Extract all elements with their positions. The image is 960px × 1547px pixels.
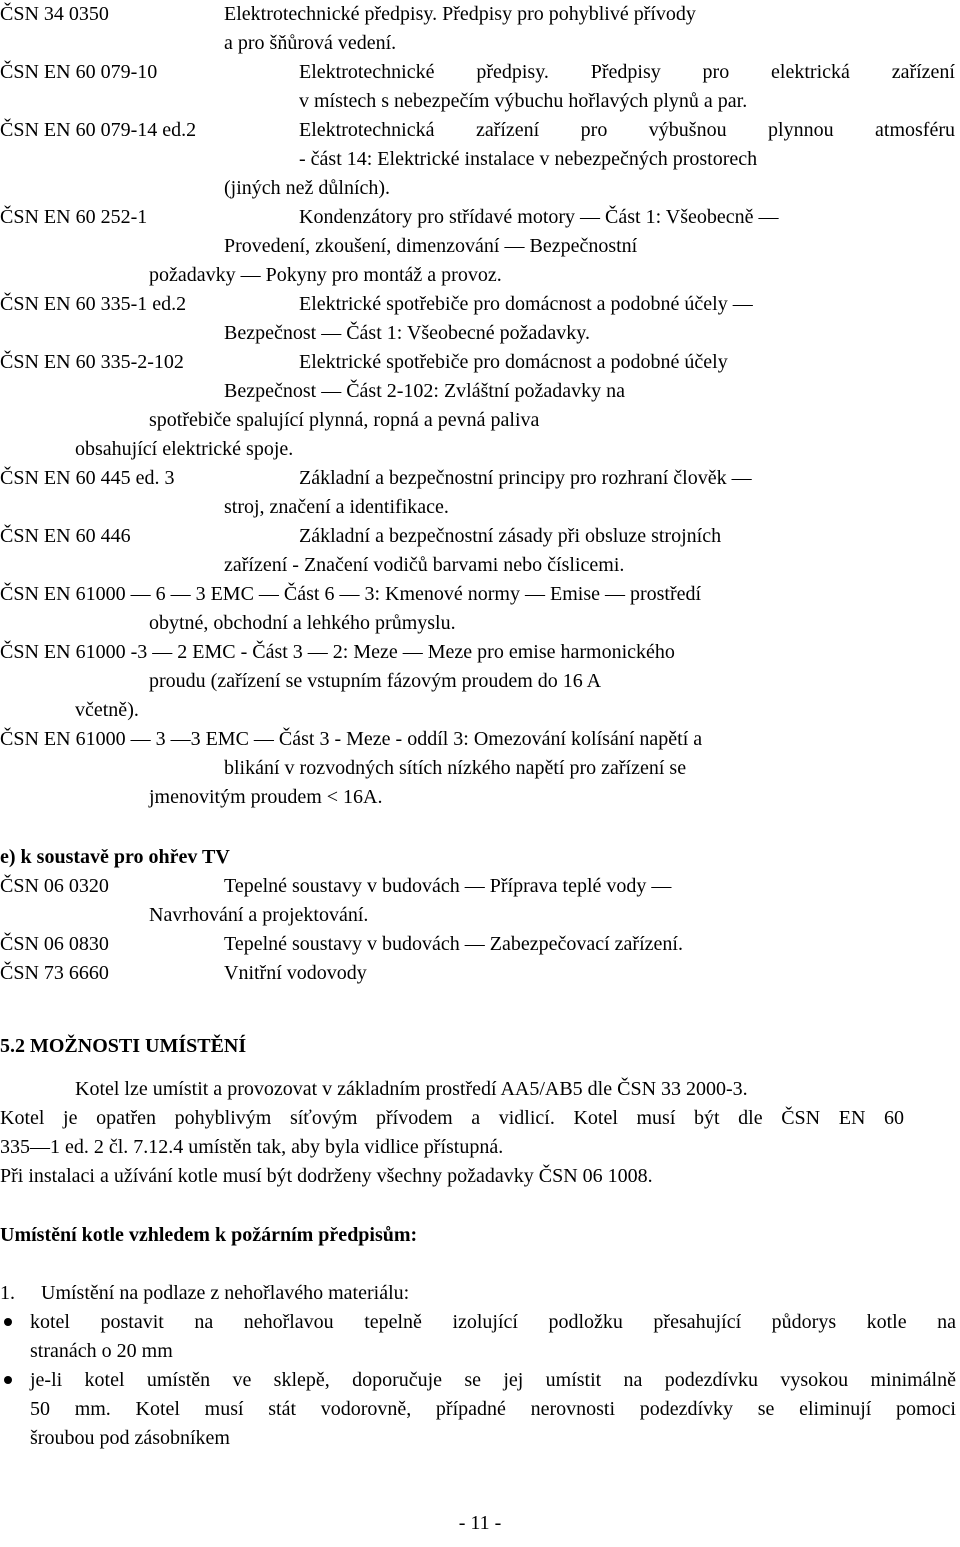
standard-entry: ČSN EN 61000 — 6 — 3 EMC — Část 6 — 3: Kmenové normy — Emise — prostředí (0, 583, 702, 605)
standard-code: ČSN 06 0830 (0, 933, 109, 955)
standard-title: Bezpečnost — Část 2-102: Zvláštní požadavky na (224, 380, 626, 402)
standard-title: Provedení, zkoušení, dimenzování — Bezpečnostní (224, 235, 638, 257)
standard-title: Vnitřní vodovody (224, 962, 367, 984)
standard-entry: ČSN EN 61000 — 3 —3 EMC — Část 3 - Meze - oddíl 3: Omezování kolísání napětí a (0, 728, 703, 750)
bullet-text: kotel postavit na nehořlavou tepelně izolující podložku přesahující půdorys kotle na (30, 1311, 956, 1333)
standard-code: ČSN EN 60 446 (0, 525, 131, 547)
standard-entry: blikání v rozvodných sítích nízkého napětí pro zařízení se (224, 757, 687, 779)
standard-title: Tepelné soustavy v budovách — Příprava teplé vody — (224, 875, 672, 897)
paragraph-line: Kotel lze umístit a provozovat v základním prostředí AA5/AB5 dle ČSN 33 2000-3. (75, 1078, 748, 1100)
standard-title: zařízení - Značení vodičů barvami nebo číslicemi. (224, 554, 625, 576)
standard-code: ČSN EN 60 252-1 (0, 206, 148, 228)
list-number: 1. (0, 1282, 15, 1304)
standard-title: Elektrotechnické předpisy. Předpisy pro pohyblivé přívody (224, 3, 696, 25)
standard-code: ČSN 06 0320 (0, 875, 109, 897)
standard-code: ČSN 73 6660 (0, 962, 109, 984)
paragraph-line: Při instalaci a užívání kotle musí být dodrženy všechny požadavky ČSN 06 1008. (0, 1165, 653, 1187)
subheading-fire-regulations: Umístění kotle vzhledem k požárním předpisům: (0, 1224, 418, 1246)
bullet-text: je-li kotel umístěn ve sklepě, doporučuje se jej umístit na podezdívku vysokou minimálně (30, 1369, 956, 1391)
standard-title: Základní a bezpečnostní zásady při obsluze strojních (299, 525, 722, 547)
bullet-text: 50 mm. Kotel musí stát vodorovně, případné nerovnosti podezdívky se eliminují pomoci (30, 1398, 956, 1420)
page-number: - 11 - (458, 1512, 502, 1534)
standard-code: ČSN 34 0350 (0, 3, 109, 25)
standard-title: Elektrotechnické předpisy. Předpisy pro elektrická zařízení (299, 61, 955, 83)
standard-title: - část 14: Elektrické instalace v nebezpečných prostorech (299, 148, 758, 170)
standard-title: Bezpečnost — Část 1: Všeobecné požadavky. (224, 322, 591, 344)
standard-entry: obytné, obchodní a lehkého průmyslu. (149, 612, 456, 634)
section-heading-5-2: 5.2 MOŽNOSTI UMÍSTĚNÍ (0, 1035, 247, 1057)
standard-title: Tepelné soustavy v budovách — Zabezpečovací zařízení. (224, 933, 683, 955)
standard-entry: ČSN EN 61000 -3 — 2 EMC - Část 3 — 2: Meze — Meze pro emise harmonického (0, 641, 675, 663)
bullet-text: šroubou pod zásobníkem (30, 1427, 230, 1449)
standard-code: ČSN EN 60 335-2-102 (0, 351, 184, 373)
standard-title: stroj, značení a identifikace. (224, 496, 449, 518)
standard-title: spotřebiče spalující plynná, ropná a pevná paliva (149, 409, 540, 431)
standard-code: ČSN EN 60 079-10 (0, 61, 158, 83)
standard-title: Elektrické spotřebiče pro domácnost a podobné účely (299, 351, 728, 373)
standard-title: v místech s nebezpečím výbuchu hořlavých plynů a par. (299, 90, 748, 112)
list-item: Umístění na podlaze z nehořlavého materiálu: (41, 1282, 410, 1304)
standard-entry: včetně). (75, 699, 139, 721)
standard-title: Základní a bezpečnostní principy pro rozhraní člověk — (299, 467, 752, 489)
standard-entry: proudu (zařízení se vstupním fázovým proudem do 16 A (149, 670, 602, 692)
standard-code: ČSN EN 60 335-1 ed.2 (0, 293, 187, 315)
standard-title: a pro šňůrová vedení. (224, 32, 397, 54)
bullet-icon (4, 1318, 12, 1326)
standard-entry: jmenovitým proudem < 16A. (149, 786, 383, 808)
bullet-icon (4, 1376, 12, 1384)
section-heading-e: e) k soustavě pro ohřev TV (0, 846, 230, 868)
standard-title: (jiných než důlních). (224, 177, 391, 199)
standard-title: obsahující elektrické spoje. (75, 438, 294, 460)
standard-title: Kondenzátory pro střídavé motory — Část 1: Všeobecně — (299, 206, 779, 228)
standard-title: požadavky — Pokyny pro montáž a provoz. (149, 264, 502, 286)
standard-code: ČSN EN 60 445 ed. 3 (0, 467, 175, 489)
standard-title: Elektrotechnická zařízení pro výbušnou plynnou atmosféru (299, 119, 955, 141)
standard-title: Navrhování a projektování. (149, 904, 369, 926)
bullet-text: stranách o 20 mm (30, 1340, 173, 1362)
paragraph-line: Kotel je opatřen pohyblivým síťovým přívodem a vidlicí. Kotel musí být dle ČSN EN 60 (0, 1107, 904, 1129)
standard-title: Elektrické spotřebiče pro domácnost a podobné účely — (299, 293, 753, 315)
standard-code: ČSN EN 60 079-14 ed.2 (0, 119, 197, 141)
paragraph-line: 335—1 ed. 2 čl. 7.12.4 umístěn tak, aby byla vidlice přístupná. (0, 1136, 504, 1158)
